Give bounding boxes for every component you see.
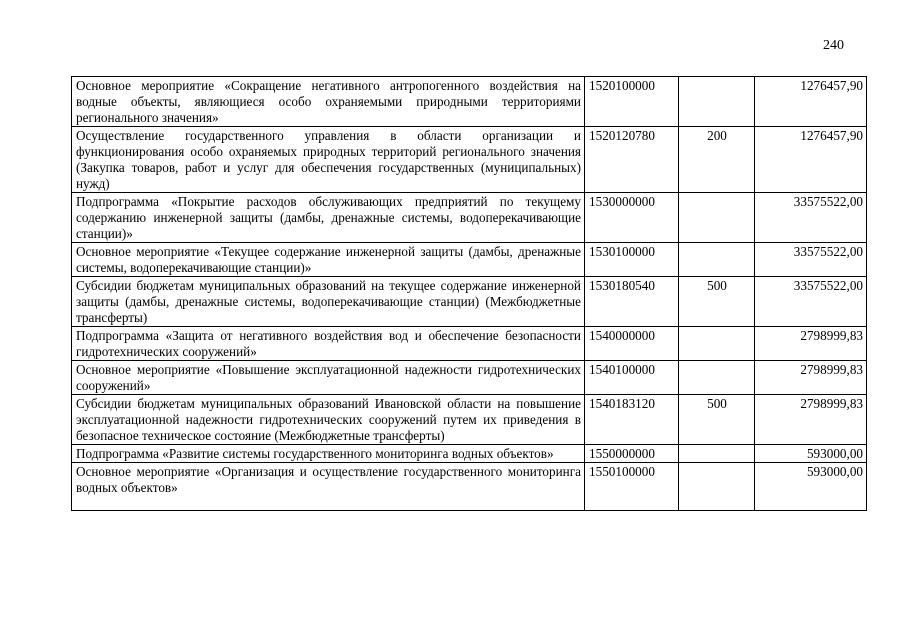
table-row bbox=[72, 445, 867, 463]
row-expense-type-cell bbox=[679, 463, 755, 511]
row-amount-cell: 33575522,00 bbox=[755, 277, 867, 327]
row-amount-cell: 2798999,83 bbox=[755, 395, 867, 445]
table-row bbox=[72, 327, 867, 361]
table-row bbox=[72, 277, 867, 327]
row-expense-type-cell: 500 bbox=[679, 277, 755, 327]
row-expense-type-cell bbox=[679, 193, 755, 243]
row-target-code-cell: 1530000000 bbox=[585, 193, 679, 243]
row-name-cell: Субсидии бюджетам муниципальных образований на текущее содержание инженерной защиты (дамбы, дренажные системы, водоперекачивающие станции) (Межбюджетные трансферты) bbox=[72, 277, 585, 327]
table-row bbox=[72, 127, 867, 193]
row-target-code-cell: 1530180540 bbox=[585, 277, 679, 327]
table-row bbox=[72, 395, 867, 445]
row-name-cell: Подпрограмма «Развитие системы государственного мониторинга водных объектов» bbox=[72, 445, 585, 463]
page-number: 240 bbox=[823, 38, 844, 53]
row-amount-cell: 1276457,90 bbox=[755, 127, 867, 193]
row-name-cell: Осуществление государственного управления в области организации и функционирования особо охраняемых природных территорий регионального значения (Закупка товаров, работ и услуг для обеспечения государственных (муниципальных) нужд) bbox=[72, 127, 585, 193]
row-target-code-cell: 1520100000 bbox=[585, 77, 679, 127]
table-row bbox=[72, 361, 867, 395]
row-name-cell: Основное мероприятие «Сокращение негативного антропогенного воздействия на водные объекты, являющиеся особо охраняемыми природными территориями регионального значения» bbox=[72, 77, 585, 127]
row-amount-cell: 593000,00 bbox=[755, 445, 867, 463]
row-amount-cell: 1276457,90 bbox=[755, 77, 867, 127]
row-target-code-cell: 1540183120 bbox=[585, 395, 679, 445]
row-expense-type-cell bbox=[679, 243, 755, 277]
table-row bbox=[72, 463, 867, 511]
table-row bbox=[72, 193, 867, 243]
row-target-code-cell: 1540100000 bbox=[585, 361, 679, 395]
row-expense-type-cell bbox=[679, 327, 755, 361]
row-amount-cell: 33575522,00 bbox=[755, 193, 867, 243]
row-target-code-cell: 1540000000 bbox=[585, 327, 679, 361]
row-target-code-cell: 1520120780 bbox=[585, 127, 679, 193]
row-expense-type-cell bbox=[679, 77, 755, 127]
row-target-code-cell: 1550000000 bbox=[585, 445, 679, 463]
row-name-cell: Подпрограмма «Защита от негативного воздействия вод и обеспечение безопасности гидротехнических сооружений» bbox=[72, 327, 585, 361]
row-name-cell: Основное мероприятие «Повышение эксплуатационной надежности гидротехнических сооружений» bbox=[72, 361, 585, 395]
row-amount-cell: 593000,00 bbox=[755, 463, 867, 511]
row-amount-cell: 2798999,83 bbox=[755, 327, 867, 361]
table-row bbox=[72, 77, 867, 127]
row-amount-cell: 2798999,83 bbox=[755, 361, 867, 395]
row-target-code-cell: 1530100000 bbox=[585, 243, 679, 277]
row-expense-type-cell bbox=[679, 361, 755, 395]
row-name-cell: Субсидии бюджетам муниципальных образований Ивановской области на повышение эксплуатационной надежности гидротехнических сооружений путем их приведения в безопасное техническое состояние (Межбюджетные трансферты) bbox=[72, 395, 585, 445]
row-name-cell: Подпрограмма «Покрытие расходов обслуживающих предприятий по текущему содержанию инженерной защиты (дамбы, дренажные системы, водоперекачивающие станции)» bbox=[72, 193, 585, 243]
row-name-cell: Основное мероприятие «Текущее содержание инженерной защиты (дамбы, дренажные системы, водоперекачивающие станции)» bbox=[72, 243, 585, 277]
row-expense-type-cell bbox=[679, 445, 755, 463]
row-expense-type-cell: 500 bbox=[679, 395, 755, 445]
row-target-code-cell: 1550100000 bbox=[585, 463, 679, 511]
row-name-cell: Основное мероприятие «Организация и осуществление государственного мониторинга водных объектов» bbox=[72, 463, 585, 511]
row-amount-cell: 33575522,00 bbox=[755, 243, 867, 277]
row-expense-type-cell: 200 bbox=[679, 127, 755, 193]
budget-table bbox=[71, 76, 867, 511]
table-row bbox=[72, 243, 867, 277]
